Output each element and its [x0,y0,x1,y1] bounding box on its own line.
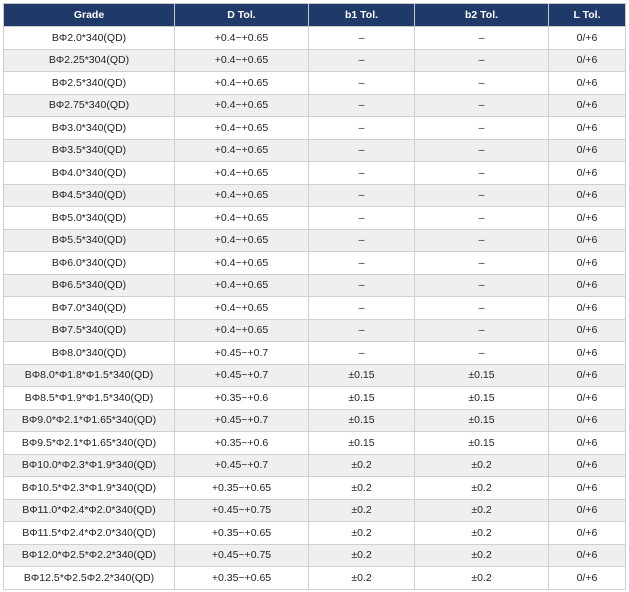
cell-d-tol: +0.45~+0.7 [175,342,309,365]
tolerance-table [3,3,626,590]
cell-b2-tol: ±0.2 [415,544,549,567]
cell-b1-tol: ±0.2 [309,499,415,522]
cell-b1-tol: – [309,27,415,50]
cell-l-tol: 0/+6 [549,27,626,50]
table-row [4,477,626,500]
cell-grade: BΦ6.0*340(QD) [4,252,175,275]
cell-b2-tol: – [415,94,549,117]
cell-d-tol: +0.4~+0.65 [175,207,309,230]
cell-l-tol: 0/+6 [549,162,626,185]
cell-b1-tol: ±0.2 [309,477,415,500]
cell-grade: BΦ11.5*Φ2.4*Φ2.0*340(QD) [4,522,175,545]
cell-b1-tol: – [309,94,415,117]
cell-b2-tol: ±0.15 [415,409,549,432]
table-row [4,49,626,72]
table-row [4,544,626,567]
cell-d-tol: +0.45~+0.75 [175,544,309,567]
cell-l-tol: 0/+6 [549,72,626,95]
cell-grade: BΦ6.5*340(QD) [4,274,175,297]
cell-d-tol: +0.4~+0.65 [175,319,309,342]
cell-grade: BΦ7.5*340(QD) [4,319,175,342]
cell-l-tol: 0/+6 [549,477,626,500]
table-row [4,432,626,455]
header-row [4,4,626,27]
table-row [4,229,626,252]
cell-b1-tol: – [309,117,415,140]
cell-grade: BΦ10.0*Φ2.3*Φ1.9*340(QD) [4,454,175,477]
cell-l-tol: 0/+6 [549,499,626,522]
table-row [4,72,626,95]
cell-d-tol: +0.4~+0.65 [175,162,309,185]
cell-l-tol: 0/+6 [549,207,626,230]
cell-d-tol: +0.35~+0.65 [175,522,309,545]
cell-l-tol: 0/+6 [549,364,626,387]
table-row [4,387,626,410]
cell-b2-tol: – [415,274,549,297]
cell-b2-tol: ±0.2 [415,477,549,500]
cell-b2-tol: – [415,117,549,140]
cell-b2-tol: – [415,229,549,252]
cell-b1-tol: – [309,297,415,320]
table-row [4,184,626,207]
cell-grade: BΦ4.0*340(QD) [4,162,175,185]
cell-b1-tol: – [309,342,415,365]
cell-grade: BΦ7.0*340(QD) [4,297,175,320]
header-b2-tol: b2 Tol. [415,4,549,27]
cell-grade: BΦ8.0*Φ1.8*Φ1.5*340(QD) [4,364,175,387]
header-l-tol: L Tol. [549,4,626,27]
cell-d-tol: +0.4~+0.65 [175,252,309,275]
table-header [4,4,626,27]
cell-b2-tol: – [415,72,549,95]
cell-l-tol: 0/+6 [549,252,626,275]
cell-b2-tol: – [415,342,549,365]
table-body [4,27,626,590]
cell-b1-tol: ±0.15 [309,432,415,455]
cell-l-tol: 0/+6 [549,229,626,252]
cell-l-tol: 0/+6 [549,139,626,162]
cell-l-tol: 0/+6 [549,544,626,567]
cell-l-tol: 0/+6 [549,522,626,545]
cell-d-tol: +0.4~+0.65 [175,229,309,252]
cell-b1-tol: – [309,162,415,185]
cell-b1-tol: ±0.2 [309,567,415,590]
cell-b2-tol: ±0.15 [415,387,549,410]
cell-b2-tol: – [415,184,549,207]
cell-b2-tol: – [415,207,549,230]
cell-b2-tol: – [415,297,549,320]
cell-grade: BΦ2.75*340(QD) [4,94,175,117]
cell-grade: BΦ3.0*340(QD) [4,117,175,140]
cell-l-tol: 0/+6 [549,432,626,455]
table-row [4,567,626,590]
cell-b1-tol: – [309,207,415,230]
table-row [4,139,626,162]
table-row [4,297,626,320]
cell-grade: BΦ2.25*304(QD) [4,49,175,72]
table-row [4,162,626,185]
cell-grade: BΦ3.5*340(QD) [4,139,175,162]
cell-l-tol: 0/+6 [549,184,626,207]
spec-table-container [3,3,625,590]
table-row [4,207,626,230]
cell-b2-tol: ±0.2 [415,499,549,522]
cell-b1-tol: – [309,319,415,342]
cell-d-tol: +0.4~+0.65 [175,139,309,162]
table-row [4,319,626,342]
cell-l-tol: 0/+6 [549,454,626,477]
cell-grade: BΦ5.5*340(QD) [4,229,175,252]
cell-b2-tol: – [415,27,549,50]
cell-b2-tol: – [415,139,549,162]
cell-l-tol: 0/+6 [549,319,626,342]
cell-d-tol: +0.4~+0.65 [175,117,309,140]
cell-d-tol: +0.4~+0.65 [175,94,309,117]
cell-l-tol: 0/+6 [549,342,626,365]
cell-grade: BΦ12.0*Φ2.5*Φ2.2*340(QD) [4,544,175,567]
cell-b2-tol: ±0.15 [415,432,549,455]
cell-b2-tol: ±0.2 [415,567,549,590]
cell-b1-tol: – [309,184,415,207]
cell-grade: BΦ11.0*Φ2.4*Φ2.0*340(QD) [4,499,175,522]
cell-b1-tol: ±0.2 [309,544,415,567]
cell-b1-tol: ±0.15 [309,409,415,432]
cell-grade: BΦ2.0*340(QD) [4,27,175,50]
table-row [4,27,626,50]
cell-b2-tol: ±0.15 [415,364,549,387]
header-d-tol: D Tol. [175,4,309,27]
cell-grade: BΦ12.5*Φ2.5Φ2.2*340(QD) [4,567,175,590]
header-grade: Grade [4,4,175,27]
cell-l-tol: 0/+6 [549,409,626,432]
cell-grade: BΦ5.0*340(QD) [4,207,175,230]
table-row [4,364,626,387]
cell-d-tol: +0.4~+0.65 [175,27,309,50]
cell-d-tol: +0.45~+0.7 [175,454,309,477]
cell-d-tol: +0.35~+0.65 [175,567,309,590]
cell-b1-tol: – [309,72,415,95]
table-row [4,409,626,432]
table-row [4,252,626,275]
cell-grade: BΦ10.5*Φ2.3*Φ1.9*340(QD) [4,477,175,500]
cell-b1-tol: – [309,229,415,252]
cell-b2-tol: ±0.2 [415,522,549,545]
cell-grade: BΦ9.5*Φ2.1*Φ1.65*340(QD) [4,432,175,455]
cell-l-tol: 0/+6 [549,117,626,140]
cell-b1-tol: ±0.15 [309,387,415,410]
table-row [4,454,626,477]
cell-b1-tol: – [309,274,415,297]
cell-d-tol: +0.4~+0.65 [175,184,309,207]
table-row [4,342,626,365]
table-row [4,117,626,140]
cell-d-tol: +0.45~+0.7 [175,409,309,432]
cell-b2-tol: – [415,319,549,342]
table-row [4,274,626,297]
cell-d-tol: +0.45~+0.75 [175,499,309,522]
cell-d-tol: +0.35~+0.6 [175,387,309,410]
cell-b2-tol: – [415,252,549,275]
cell-d-tol: +0.35~+0.65 [175,477,309,500]
cell-grade: BΦ9.0*Φ2.1*Φ1.65*340(QD) [4,409,175,432]
cell-b1-tol: – [309,49,415,72]
cell-l-tol: 0/+6 [549,94,626,117]
cell-b2-tol: ±0.2 [415,454,549,477]
cell-b1-tol: ±0.2 [309,454,415,477]
cell-grade: BΦ8.5*Φ1.9*Φ1.5*340(QD) [4,387,175,410]
header-b1-tol: b1 Tol. [309,4,415,27]
cell-b2-tol: – [415,162,549,185]
cell-l-tol: 0/+6 [549,567,626,590]
table-row [4,499,626,522]
table-row [4,94,626,117]
cell-b2-tol: – [415,49,549,72]
cell-d-tol: +0.4~+0.65 [175,49,309,72]
cell-l-tol: 0/+6 [549,297,626,320]
cell-b1-tol: ±0.2 [309,522,415,545]
cell-grade: BΦ2.5*340(QD) [4,72,175,95]
cell-grade: BΦ8.0*340(QD) [4,342,175,365]
cell-d-tol: +0.4~+0.65 [175,297,309,320]
cell-l-tol: 0/+6 [549,387,626,410]
cell-d-tol: +0.45~+0.7 [175,364,309,387]
cell-d-tol: +0.4~+0.65 [175,274,309,297]
cell-b1-tol: – [309,252,415,275]
cell-grade: BΦ4.5*340(QD) [4,184,175,207]
cell-b1-tol: – [309,139,415,162]
cell-b1-tol: ±0.15 [309,364,415,387]
cell-l-tol: 0/+6 [549,49,626,72]
cell-l-tol: 0/+6 [549,274,626,297]
cell-d-tol: +0.4~+0.65 [175,72,309,95]
table-row [4,522,626,545]
cell-d-tol: +0.35~+0.6 [175,432,309,455]
